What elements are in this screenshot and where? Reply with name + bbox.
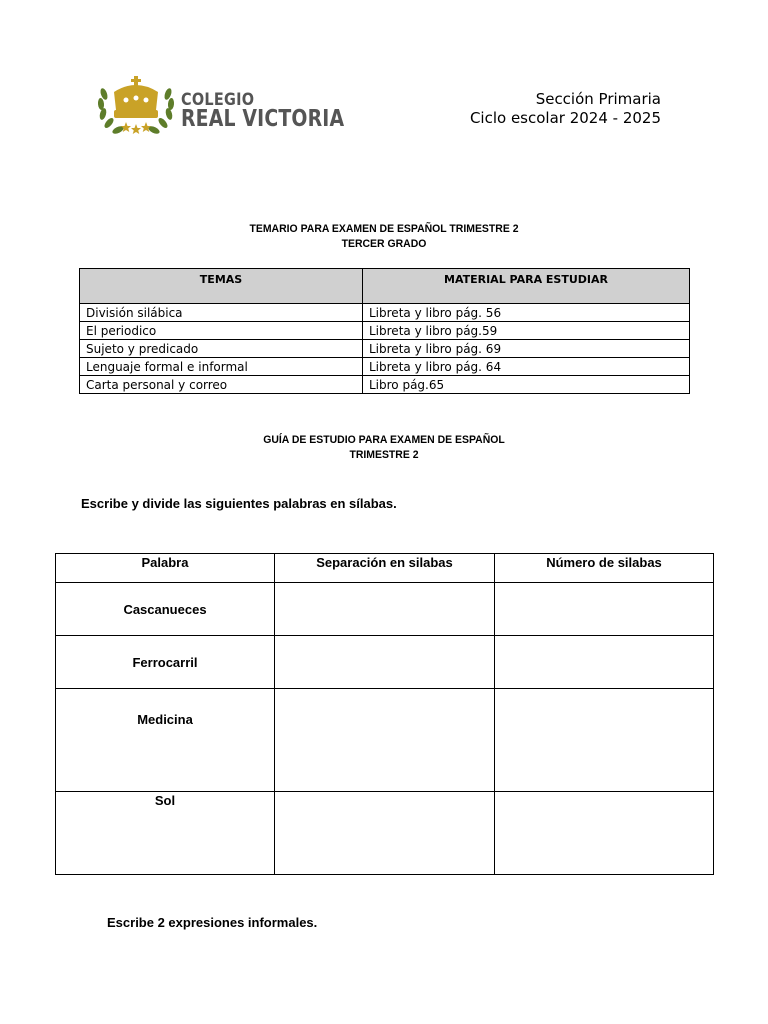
instruction-syllables: Escribe y divide las siguientes palabras en sílabas. [81,496,397,511]
cycle-label: Ciclo escolar 2024 - 2025 [469,109,661,127]
temario-subtitle: TERCER GRADO [341,238,427,250]
school-logo [94,74,354,140]
answer-separacion-cell[interactable] [275,636,495,689]
material-cell: Libro pág.65 [363,376,690,394]
table-row [56,689,714,792]
table-header-row [80,269,690,304]
word-cell: Cascanueces [56,583,275,636]
word-cell: Ferrocarril [56,636,275,689]
guia-title-text: GUÍA DE ESTUDIO PARA EXAMEN DE ESPAÑOL [263,434,505,446]
material-cell: Libreta y libro pág. 69 [363,340,690,358]
material-cell: Libreta y libro pág. 64 [363,358,690,376]
table-row [56,636,714,689]
table-row [80,376,690,394]
answer-separacion-cell[interactable] [275,583,495,636]
tema-cell: Carta personal y correo [80,376,363,394]
table-row [80,358,690,376]
column-header-temas: TEMAS [80,269,363,304]
table-header-row [56,554,714,583]
tema-cell: División silábica [80,304,363,322]
answer-numero-cell[interactable] [495,583,714,636]
table-row [56,583,714,636]
material-cell: Libreta y libro pág.59 [363,322,690,340]
answer-numero-cell[interactable] [495,636,714,689]
column-header-separacion: Separación en silabas [275,554,495,583]
column-header-palabra: Palabra [56,554,275,583]
word-cell: Sol [56,792,275,875]
logo-line2: REAL VICTORIA [181,106,345,132]
instruction-informal: Escribe 2 expresiones informales. [107,915,318,930]
temario-table [79,268,690,394]
crown-laurel-icon [94,74,178,140]
logo-line1: COLEGIO [181,90,255,110]
school-info [470,90,661,128]
answer-numero-cell[interactable] [495,689,714,792]
answer-separacion-cell[interactable] [275,689,495,792]
temario-title [19,222,749,252]
guia-title [19,433,749,463]
tema-cell: Lenguaje formal e informal [80,358,363,376]
answer-numero-cell[interactable] [495,792,714,875]
syllables-table [55,553,714,875]
tema-cell: Sujeto y predicado [80,340,363,358]
table-row [80,322,690,340]
tema-cell: El periodico [80,322,363,340]
table-row [80,340,690,358]
temario-title-text: TEMARIO PARA EXAMEN DE ESPAÑOL TRIMESTRE 2 [249,223,519,235]
table-row [56,792,714,875]
section-label: Sección Primaria [535,90,661,108]
answer-separacion-cell[interactable] [275,792,495,875]
column-header-numero: Número de silabas [495,554,714,583]
guia-subtitle: TRIMESTRE 2 [349,449,419,461]
word-cell: Medicina [56,689,275,792]
table-row [80,304,690,322]
material-cell: Libreta y libro pág. 56 [363,304,690,322]
column-header-material: MATERIAL PARA ESTUDIAR [363,269,690,304]
